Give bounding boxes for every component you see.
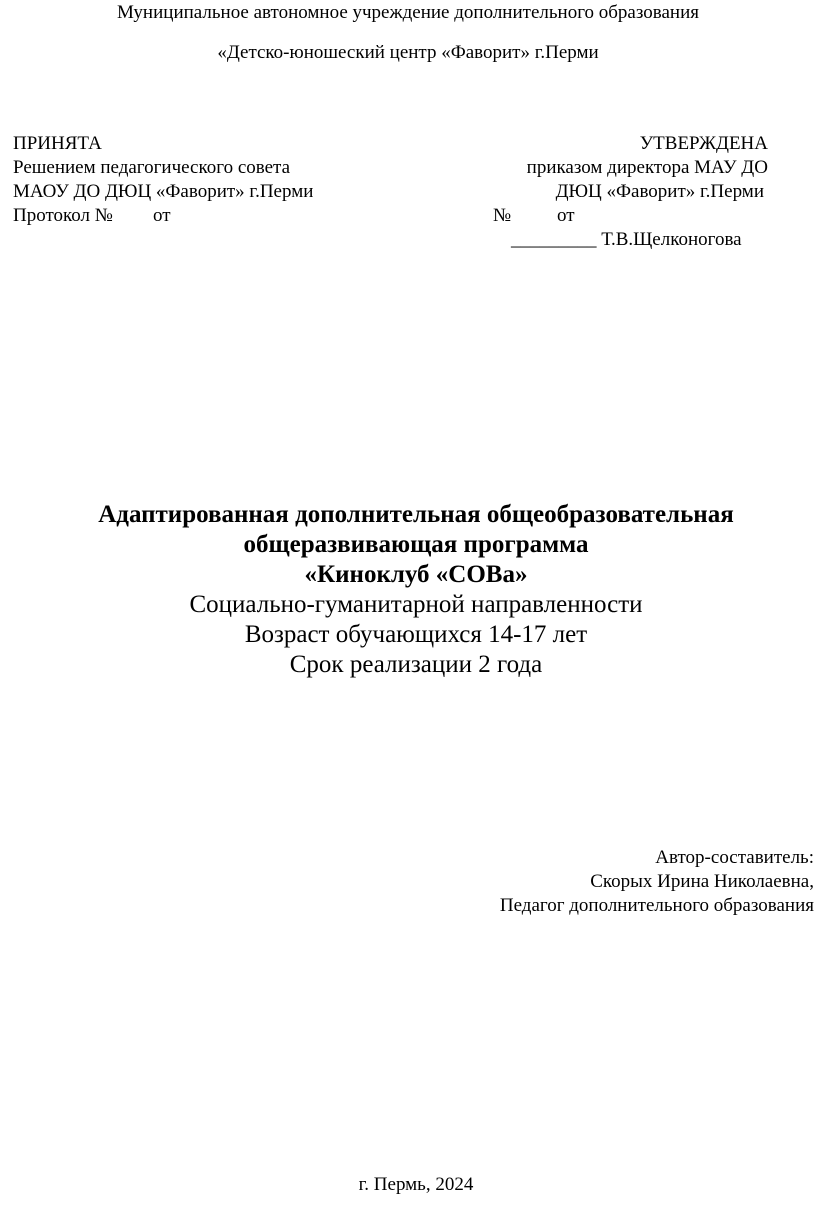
institution-header-line1: Муниципальное автономное учреждение дополнительного образования: [117, 2, 699, 23]
program-term: Срок реализации 2 года: [289, 651, 543, 678]
program-title-line3: «Киноклуб «СОВа»: [304, 561, 528, 588]
author-label: Автор-составитель:: [655, 847, 814, 868]
approved-line2: ДЮЦ «Фаворит» г.Перми: [555, 181, 764, 202]
approved-from-label: от: [557, 205, 575, 226]
approved-line1: приказом директора МАУ ДО: [526, 157, 768, 178]
program-title-line1: Адаптированная дополнительная общеобразовательная: [98, 501, 734, 528]
author-name: Скорых Ирина Николаевна,: [590, 871, 814, 892]
accepted-from-label: от: [153, 205, 171, 226]
approved-number-label: №: [493, 205, 512, 226]
program-direction: Социально-гуманитарной направленности: [189, 591, 643, 618]
accepted-title: ПРИНЯТА: [13, 133, 102, 154]
approved-title: УТВЕРЖДЕНА: [639, 133, 768, 154]
program-title-line2: общеразвивающая программа: [243, 531, 589, 558]
accepted-line1: Решением педагогического совета: [13, 157, 291, 178]
director-signature-line: _________ Т.В.Щелконогова: [511, 229, 742, 250]
city-year: г. Пермь, 2024: [358, 1174, 474, 1195]
institution-header-line2: «Детско-юношеский центр «Фаворит» г.Перми: [217, 42, 599, 63]
program-title-block: [0, 500, 816, 680]
author-position: Педагог дополнительного образования: [499, 895, 814, 916]
accepted-protocol-label: Протокол №: [13, 205, 113, 226]
program-age: Возраст обучающихся 14-17 лет: [244, 621, 588, 648]
accepted-line2: МАОУ ДО ДЮЦ «Фаворит» г.Перми: [13, 181, 314, 202]
